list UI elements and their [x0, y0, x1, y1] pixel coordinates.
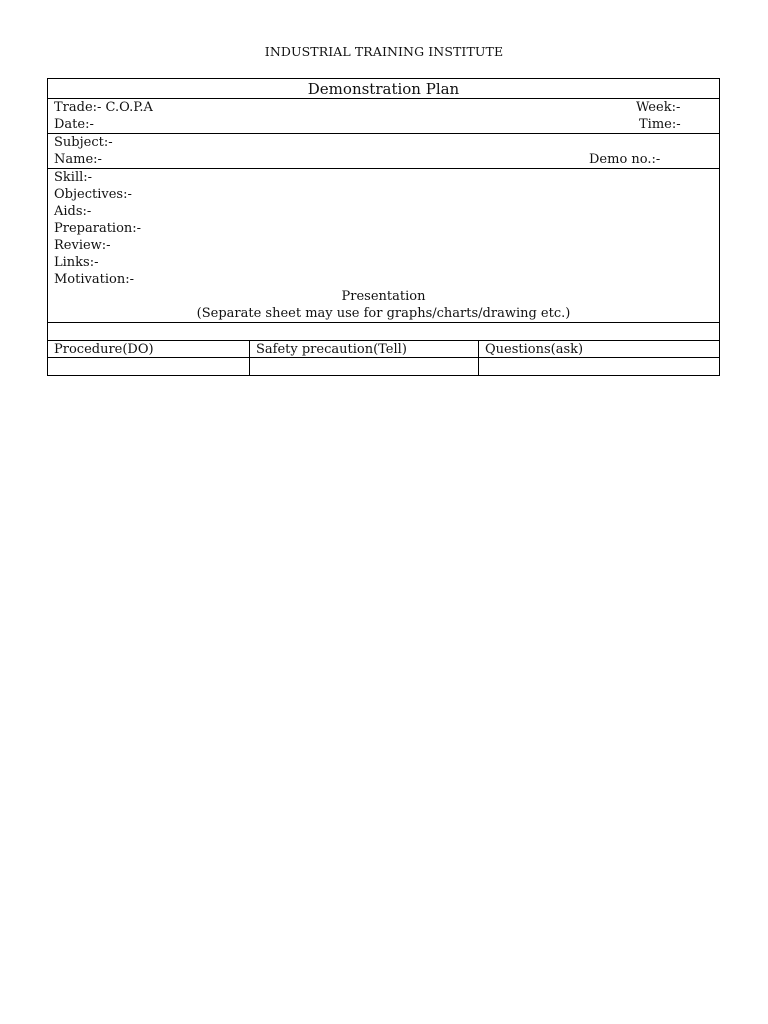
date-label: Date:- [54, 117, 94, 132]
review-label: Review:- [54, 238, 111, 253]
subject-name-section [48, 134, 719, 169]
preparation-line [48, 220, 719, 237]
blank-row [48, 323, 719, 341]
institute-heading: INDUSTRIAL TRAINING INSTITUTE [264, 44, 504, 59]
questions-cell [479, 358, 719, 375]
plan-details-section [48, 169, 719, 323]
skill-label: Skill:- [54, 170, 93, 185]
subject-line [48, 134, 719, 151]
skill-line [48, 169, 719, 186]
subject-label: Subject:- [54, 135, 113, 150]
procedure-cell [48, 358, 250, 375]
demonstration-plan-form [47, 78, 720, 376]
safety-column-header: Safety precaution(Tell) [250, 341, 479, 357]
demo-no-label: Demo no.:- [589, 152, 661, 167]
links-line [48, 254, 719, 271]
questions-column-header: Questions(ask) [485, 342, 584, 357]
trade-date-section [48, 99, 719, 134]
time-label: Time:- [639, 117, 681, 132]
aids-label: Aids:- [54, 204, 92, 219]
trade-label: Trade:- C.O.P.A [54, 100, 153, 115]
aids-line [48, 203, 719, 220]
name-demo-line [48, 151, 719, 168]
safety-cell [250, 358, 479, 375]
motivation-line [48, 271, 719, 288]
presentation-heading: Presentation [341, 289, 426, 304]
column-header-row [48, 341, 719, 358]
presentation-note: (Separate sheet may use for graphs/charts/drawing etc.) [196, 306, 571, 321]
date-time-line [48, 116, 719, 133]
review-line [48, 237, 719, 254]
objectives-label: Objectives:- [54, 187, 132, 202]
form-title: Demonstration Plan [48, 79, 719, 99]
trade-week-line [48, 99, 719, 116]
motivation-label: Motivation:- [54, 272, 134, 287]
procedure-column-header: Procedure(DO) [48, 341, 250, 357]
preparation-label: Preparation:- [54, 221, 142, 236]
objectives-line [48, 186, 719, 203]
week-label: Week:- [636, 100, 681, 115]
links-label: Links:- [54, 255, 99, 270]
name-label: Name:- [54, 152, 102, 167]
table-row [48, 358, 719, 375]
